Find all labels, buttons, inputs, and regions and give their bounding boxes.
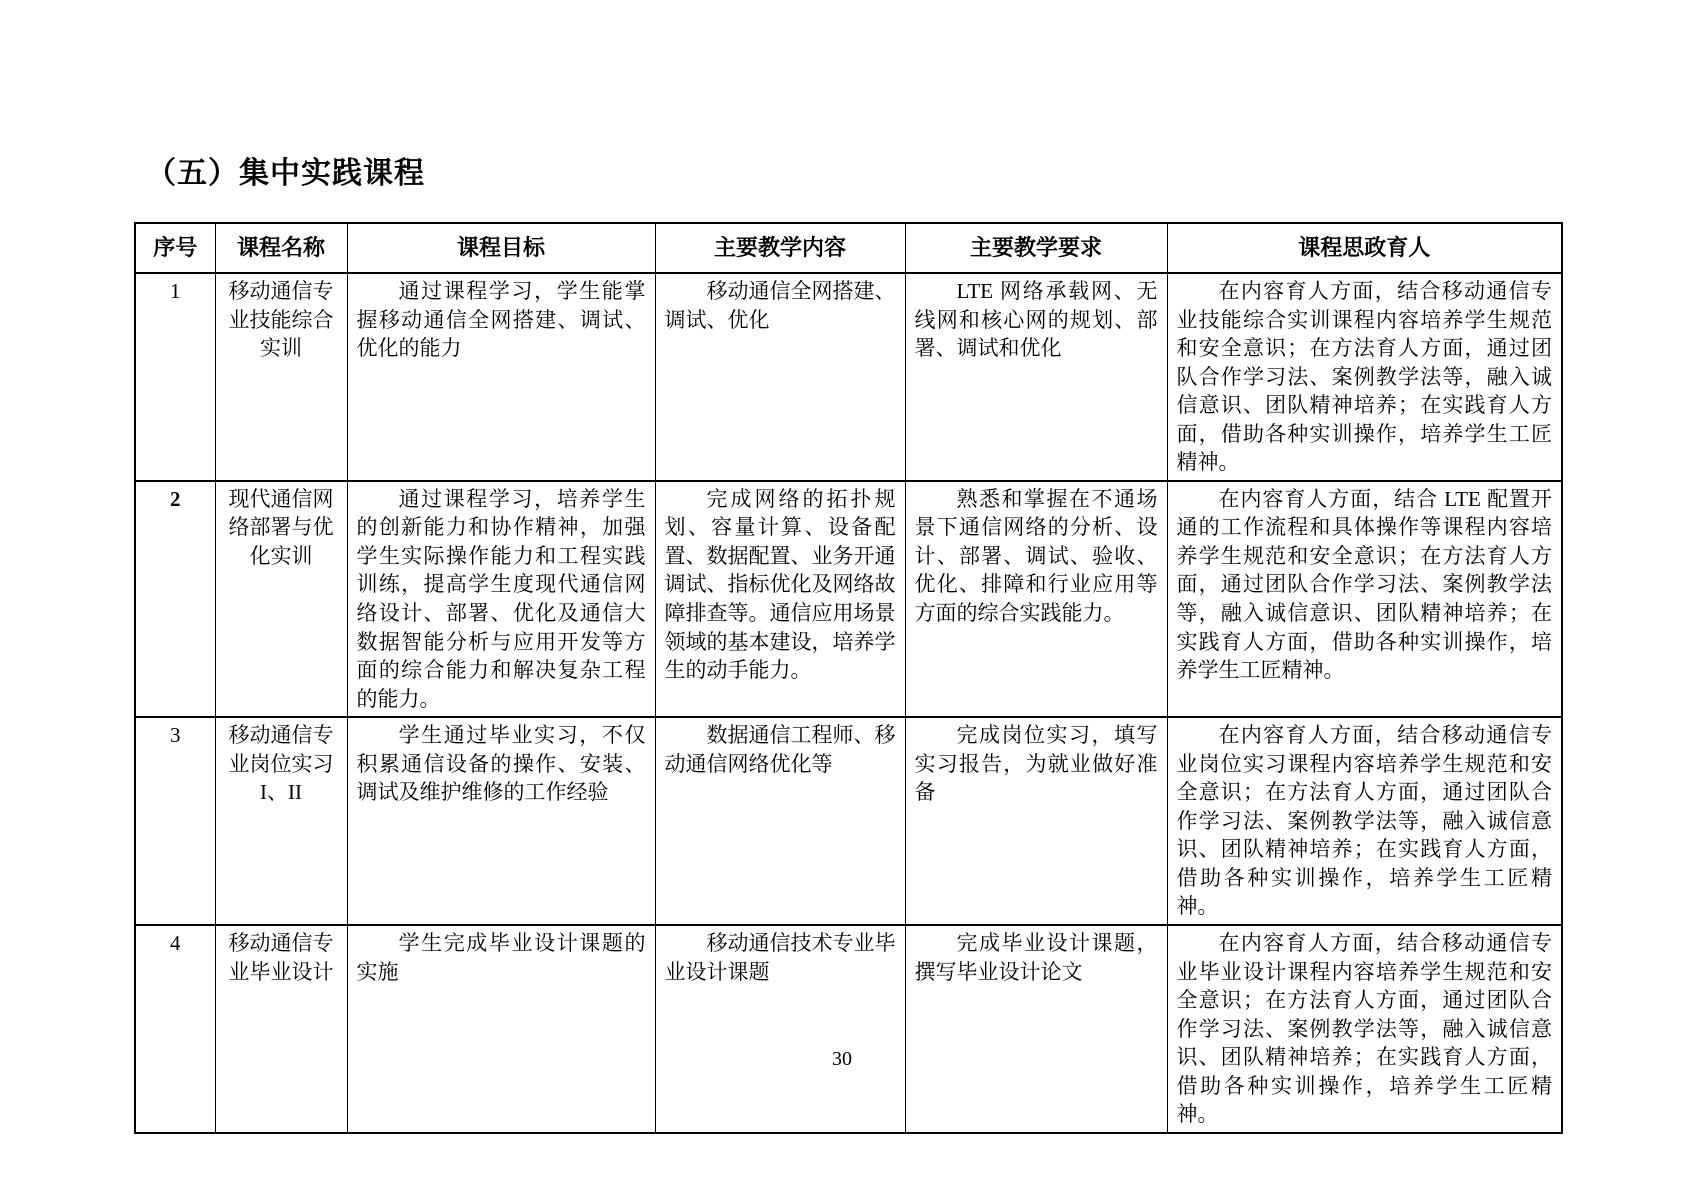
cell-goal: 学生完成毕业设计课题的实施 [347,925,655,1133]
cell-requirement: 熟悉和掌握在不通场景下通信网络的分析、设计、部署、调试、验收、优化、排障和行业应用等方面的综合实践能力。 [905,481,1167,717]
cell-goal: 通过课程学习，学生能掌握移动通信全网搭建、调试、优化的能力 [347,273,655,481]
cell-content: 数据通信工程师、移动通信网络优化等 [655,717,905,925]
cell-course-name: 移动通信专业岗位实习 I、II [215,717,347,925]
cell-no: 4 [135,925,215,1133]
cell-ideology: 在内容育人方面，结合移动通信专业技能综合实训课程内容培养学生规范和安全意识；在方法育人方面，通过团队合作学习法、案例教学法等，融入诚信意识、团队精神培养；在实践育人方面，借助各种实训操作，培养学生工匠精神。 [1167,273,1562,481]
cell-course-name: 移动通信专业技能综合实训 [215,273,347,481]
cell-content: 移动通信全网搭建、调试、优化 [655,273,905,481]
header-requirement: 主要教学要求 [905,223,1167,273]
header-no: 序号 [135,223,215,273]
table-row [135,925,1562,1133]
cell-no: 2 [135,481,215,717]
cell-course-name: 移动通信专业毕业设计 [215,925,347,1133]
page-number: 30 [832,1048,852,1070]
cell-no: 3 [135,717,215,925]
cell-ideology: 在内容育人方面，结合移动通信专业毕业设计课程内容培养学生规范和安全意识；在方法育人方面，通过团队合作学习法、案例教学法等，融入诚信意识、团队精神培养；在实践育人方面，借助各种实训操作，培养学生工匠精神。 [1167,925,1562,1133]
cell-content: 移动通信技术专业毕业设计课题 [655,925,905,1133]
header-goal: 课程目标 [347,223,655,273]
cell-ideology: 在内容育人方面，结合移动通信专业岗位实习课程内容培养学生规范和安全意识；在方法育人方面，通过团队合作学习法、案例教学法等，融入诚信意识、团队精神培养；在实践育人方面，借助各种实训操作，培养学生工匠精神。 [1167,717,1562,925]
cell-no: 1 [135,273,215,481]
cell-course-name: 现代通信网络部署与优化实训 [215,481,347,717]
cell-requirement: 完成毕业设计课题，撰写毕业设计论文 [905,925,1167,1133]
header-course-name: 课程名称 [215,223,347,273]
table-row [135,481,1562,717]
practice-courses-table [134,222,1563,1134]
section-title: （五）集中实践课程 [146,157,425,190]
cell-requirement: LTE 网络承载网、无线网和核心网的规划、部署、调试和优化 [905,273,1167,481]
cell-goal: 通过课程学习，培养学生的创新能力和协作精神，加强学生实际操作能力和工程实践训练，提高学生度现代通信网络设计、部署、优化及通信大数据智能分析与应用开发等方面的综合能力和解决复杂工程的能力。 [347,481,655,717]
cell-requirement: 完成岗位实习，填写实习报告，为就业做好准备 [905,717,1167,925]
header-ideology: 课程思政育人 [1167,223,1562,273]
table-header-row [135,223,1562,273]
cell-ideology: 在内容育人方面，结合 LTE 配置开通的工作流程和具体操作等课程内容培养学生规范和安全意识；在方法育人方面，通过团队合作学习法、案例教学法等，融入诚信意识、团队精神培养；在实践育人方面，借助各种实训操作，培养学生工匠精神。 [1167,481,1562,717]
header-content: 主要教学内容 [655,223,905,273]
cell-content: 完成网络的拓扑规划、容量计算、设备配置、数据配置、业务开通调试、指标优化及网络故障排查等。通信应用场景领域的基本建设，培养学生的动手能力。 [655,481,905,717]
cell-goal: 学生通过毕业实习，不仅积累通信设备的操作、安装、调试及维护维修的工作经验 [347,717,655,925]
table-row [135,273,1562,481]
table-row [135,717,1562,925]
